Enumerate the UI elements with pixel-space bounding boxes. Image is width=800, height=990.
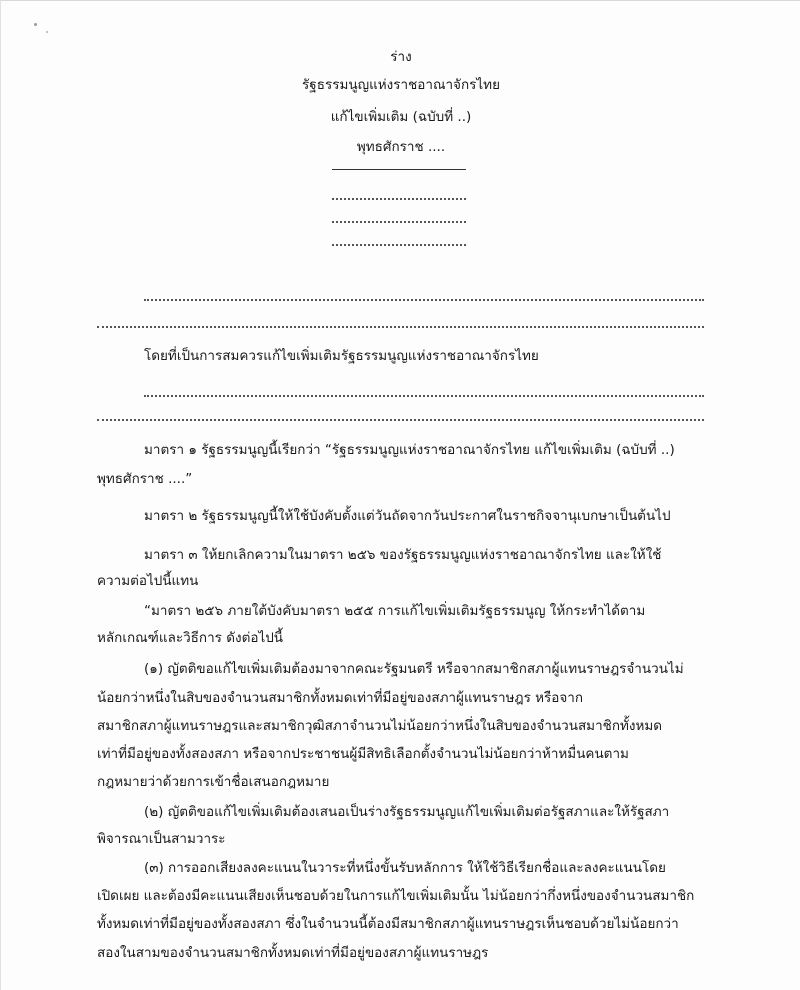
dotted-line — [144, 299, 704, 301]
section-3-line: ความต่อไปนี้แทน — [97, 573, 199, 589]
clause-1-line: กฎหมายว่าด้วยการเข้าชื่อเสนอกฎหมาย — [97, 774, 330, 790]
era-label: พุทธศักราช .... — [356, 139, 446, 155]
dotted-line — [332, 244, 466, 246]
title-underline — [332, 169, 466, 170]
clause-3-line: ทั้งหมดเท่าที่มีอยู่ของทั้งสองสภา ซึ่งในจำนวนนี้ต้องมีสมาชิกสภาผู้แทนราษฎรเห็นชอบด้วยไม่น้อยกว่า — [97, 916, 679, 932]
dotted-line — [97, 419, 704, 421]
section-256-line: หลักเกณฑ์และวิธีการ ดังต่อไปนี้ — [97, 630, 284, 646]
section-1-line: มาตรา ๑ รัฐธรรมนูญนี้เรียกว่า “รัฐธรรมนูญแห่งราชอาณาจักรไทย แก้ไขเพิ่มเติม (ฉบับที่ ..) — [144, 442, 675, 458]
clause-1-line: น้อยกว่าหนึ่งในสิบของจำนวนสมาชิกทั้งหมดเท่าที่มีอยู่ของสภาผู้แทนราษฎร หรือจาก — [97, 690, 584, 706]
section-3-line: มาตรา ๓ ให้ยกเลิกความในมาตรา ๒๕๖ ของรัฐธรรมนูญแห่งราชอาณาจักรไทย และให้ใช้ — [144, 547, 662, 563]
amendment-label: แก้ไขเพิ่มเติม (ฉบับที่ ..) — [330, 109, 472, 125]
scan-speck — [34, 23, 37, 26]
clause-2-line: (๒) ญัตติขอแก้ไขเพิ่มเติมต้องเสนอเป็นร่างรัฐธรรมนูญแก้ไขเพิ่มเติมต่อรัฐสภาและให้รัฐสภา — [144, 804, 670, 820]
draft-label: ร่าง — [390, 49, 412, 65]
dotted-line — [97, 326, 704, 328]
dotted-line — [332, 221, 466, 223]
clause-1-line: (๑) ญัตติขอแก้ไขเพิ่มเติมต้องมาจากคณะรัฐมนตรี หรือจากสมาชิกสภาผู้แทนราษฎรจำนวนไม่ — [144, 661, 684, 677]
scan-speck — [46, 31, 48, 33]
clause-3-line: สองในสามของจำนวนสมาชิกทั้งหมดเท่าที่มีอยู่ของสภาผู้แทนราษฎร — [97, 945, 489, 961]
clause-3-line: (๓) การออกเสียงลงคะแนนในวาระที่หนึ่งขั้นรับหลักการ ให้ใช้วิธีเรียกชื่อและลงคะแนนโดย — [144, 860, 666, 876]
clause-1-line: สมาชิกสภาผู้แทนราษฎรและสมาชิกวุฒิสภาจำนวนไม่น้อยกว่าหนึ่งในสิบของจำนวนสมาชิกทั้งหมด — [97, 718, 663, 734]
section-2-line: มาตรา ๒ รัฐธรรมนูญนี้ให้ใช้บังคับตั้งแต่วันถัดจากวันประกาศในราชกิจจานุเบกษาเป็นต้นไป — [144, 508, 671, 524]
document-title: รัฐธรรมนูญแห่งราชอาณาจักรไทย — [302, 77, 500, 93]
clause-3-line: เปิดเผย และต้องมีคะแนนเสียงเห็นชอบด้วยในการแก้ไขเพิ่มเติมนั้น ไม่น้อยกว่ากึ่งหนึ่งของจำนวนสมาชิก — [97, 888, 695, 904]
section-1-line: พุทธศักราช ....” — [97, 471, 193, 487]
section-256-line: “มาตรา ๒๕๖ ภายใต้บังคับมาตรา ๒๕๕ การแก้ไขเพิ่มเติมรัฐธรรมนูญ ให้กระทำได้ตาม — [144, 603, 646, 619]
dotted-line — [144, 395, 704, 397]
preamble: โดยที่เป็นการสมควรแก้ไขเพิ่มเติมรัฐธรรมนูญแห่งราชอาณาจักรไทย — [144, 348, 539, 364]
clause-1-line: เท่าที่มีอยู่ของทั้งสองสภา หรือจากประชาชนผู้มีสิทธิเลือกตั้งจำนวนไม่น้อยกว่าห้าหมื่นคนตาม — [97, 746, 629, 762]
dotted-line — [332, 198, 466, 200]
clause-2-line: พิจารณาเป็นสามวาระ — [97, 831, 226, 847]
